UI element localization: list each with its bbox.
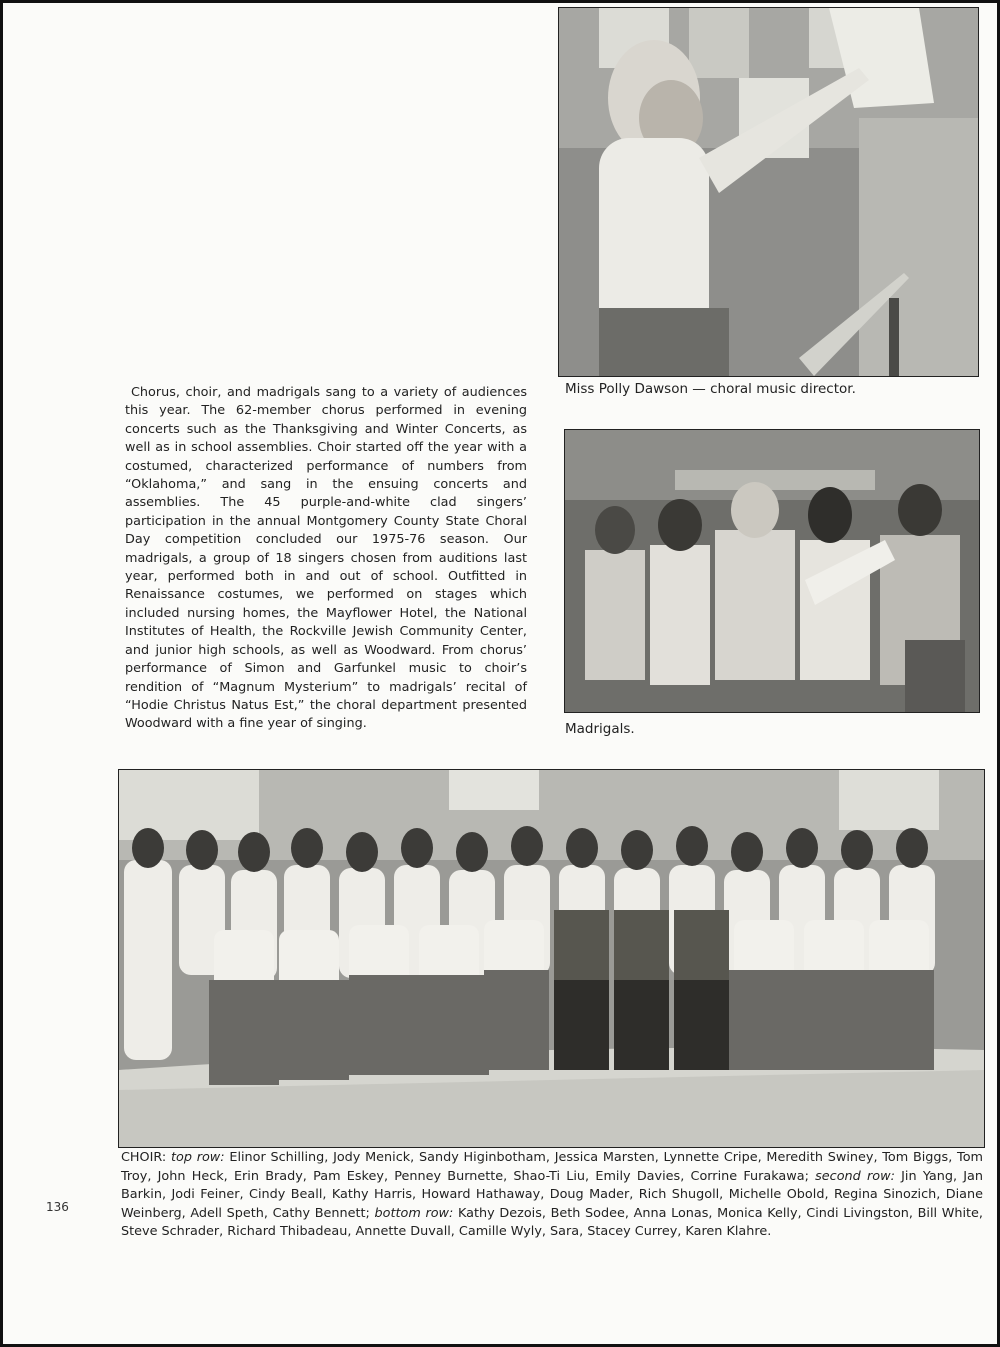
choir-group-photo [118,769,985,1148]
article-body: Chorus, choir, and madrigals sang to a variety of audiences this year. The 62-member chorus performed in evening concerts such as the Thanksgiving and Winter Concerts, as well as in school assemblies. Choir started off the year with a costumed, characterized performance of numbers from “Oklahoma,” and sang in the ensuing concerts and assemblies. The 45 purple-and-white clad singers’ participation in the annual Montgomery County State Choral Day competition concluded our 1975-76 season. Our madrigals, a group of 18 singers chosen from auditions last year, performed both in and out of school. Outfitted in Renaissance costumes, we performed on stages which included nursing homes, the Mayflower Hotel, the National Institutes of Health, the Rockville Jewish Community Center, and junior high schools, as well as Woodward. From chorus’ performance of Simon and Garfunkel music to choir’s rendition of “Magnum Mysterium” to madrigals’ recital of “Hodie Christus Natus Est,” the choral department presented Woodward with a fine year of singing. [125,385,527,732]
bottom-row-names: Kathy Dezois, Beth Sodee, Anna Lonas, Monica Kelly, Cindi Livingston, Bill White, Steve Schrader, Richard Thibadeau, Annette Duvall, Camille Wyly, Sara, Stacey Currey, Karen Klahre. [121,1205,983,1239]
second-row-label: second row: [815,1168,895,1184]
second-row-names: Jin Yang, Jan Barkin, Jodi Feiner, Cindy Beall, Kathy Harris, Howard Hathaway, Doug Mader, Rich Shugoll, Michelle Obold, Regina Sinozich, Diane Weinberg, Adell Speth, Cathy Bennett; [121,1168,984,1221]
madrigals-photo [564,429,980,713]
top-row-names: Elinor Schilling, Jody Menick, Sandy Higinbotham, Jessica Marsten, Lynnette Cripe, Meredith Swiney, Tom Biggs, Tom Troy, John Heck, Erin Brady, Pam Eskey, Penney Burnette, Shao-Ti Liu, Emily Davies, Corrine Furakawa; [121,1150,983,1184]
director-caption: Miss Polly Dawson — choral music director. [565,381,856,397]
top-row-label: top row: [170,1150,225,1165]
bottom-row-label: bottom row: [374,1205,454,1221]
director-photo [558,7,979,377]
madrigals-caption: Madrigals. [565,721,635,737]
page-number: 136 [46,1200,69,1214]
choir-label: CHOIR: [121,1150,167,1165]
choir-caption [121,1149,983,1242]
